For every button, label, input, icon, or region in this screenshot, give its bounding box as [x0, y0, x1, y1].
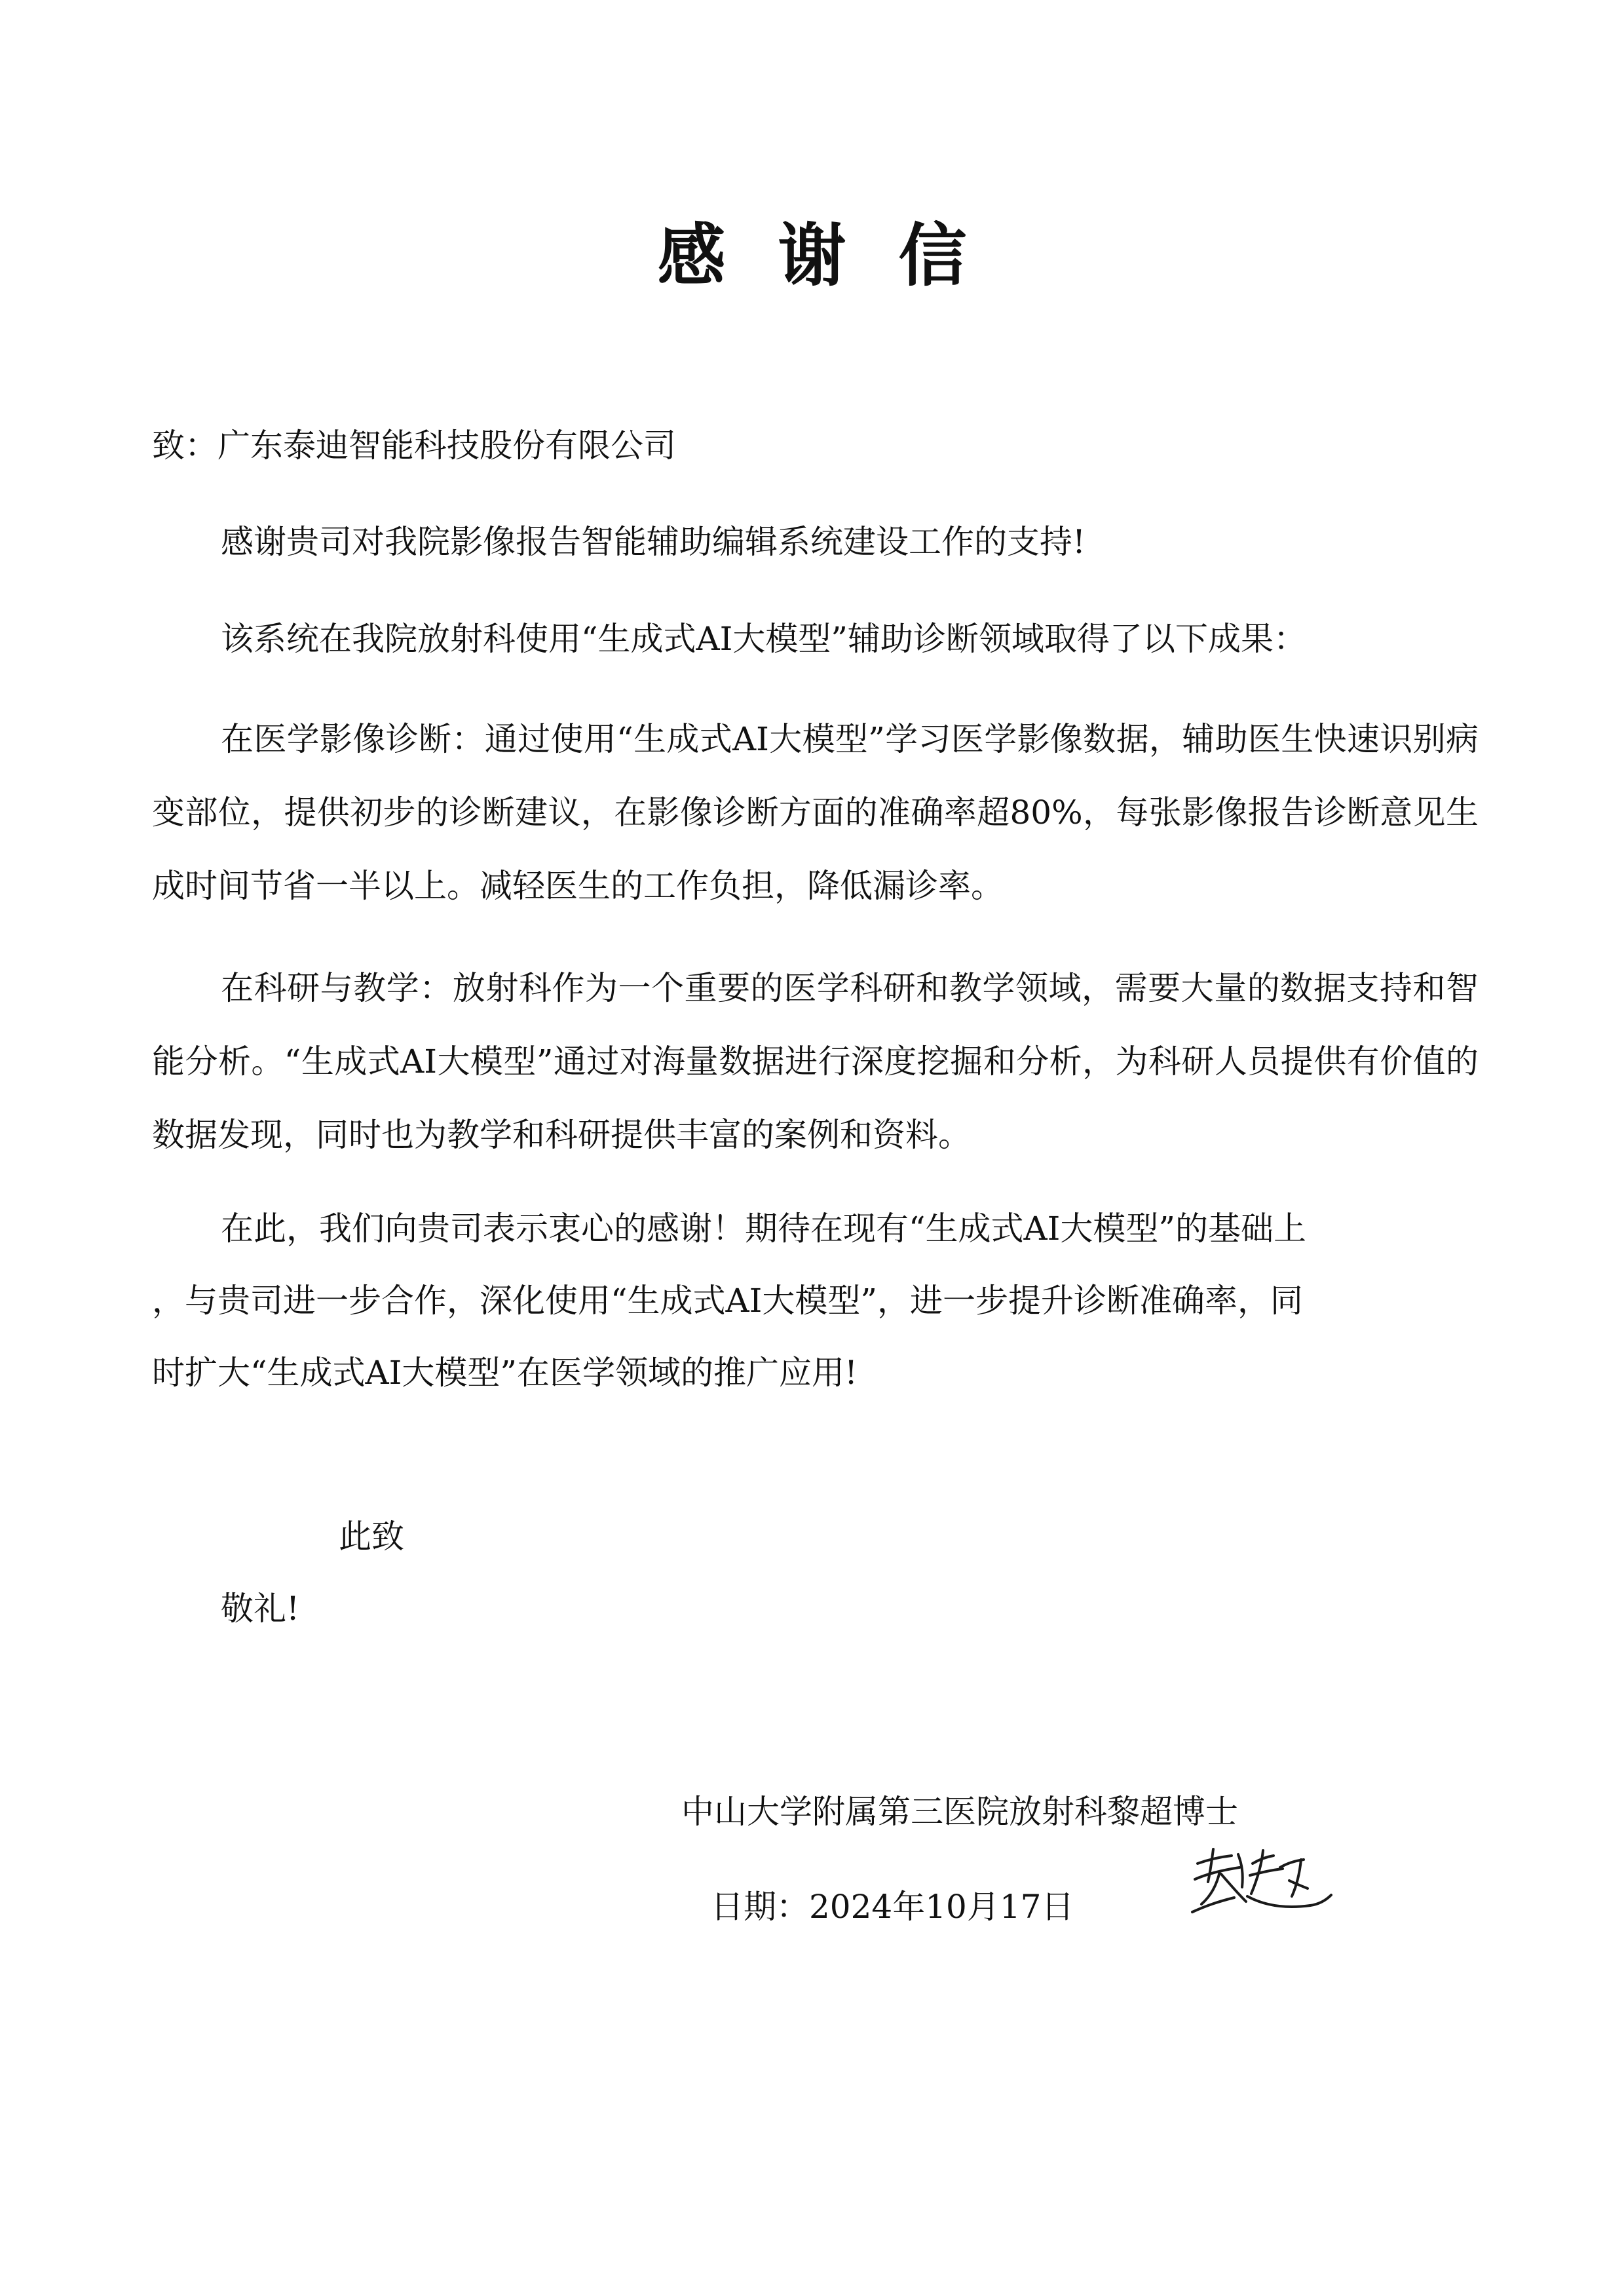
handwritten-signature: [1179, 1841, 1336, 1926]
paragraph-results-intro: 该系统在我院放射科使用“生成式AI大模型”辅助诊断领域取得了以下成果：: [221, 620, 1306, 658]
letter-date: 日期：2024年10月17日: [711, 1888, 1074, 1926]
signer-name: 中山大学附属第三医院放射科黎超博士: [681, 1793, 1238, 1831]
salutation: 致：广东泰迪智能科技股份有限公司: [152, 427, 676, 465]
letter-title: 感谢信: [657, 216, 1019, 296]
paragraph-medical-imaging: 在医学影像诊断：通过使用“生成式AI大模型”学习医学影像数据，辅助医生快速识别病变部位，提供初步的诊断建议，在影像诊断方面的准确率超80%，每张影像报告诊断意见生成时间节省一半以上。减轻医生的工作负担，降低漏诊率。: [152, 720, 1479, 905]
paragraph-closing-line-3: 时扩大“生成式AI大模型”在医学领域的推广应用!: [152, 1354, 858, 1392]
closing-phrase-2: 敬礼!: [221, 1590, 300, 1628]
paragraph-thanks: 感谢贵司对我院影像报告智能辅助编辑系统建设工作的支持!: [221, 523, 1086, 561]
paragraph-research-teaching: 在科研与教学：放射科作为一个重要的医学科研和教学领域，需要大量的数据支持和智能分析。“生成式AI大模型”通过对海量数据进行深度挖掘和分析，为科研人员提供有价值的数据发现，同时也为教学和科研提供丰富的案例和资料。: [152, 969, 1479, 1154]
paragraph-closing-line-1: 在此，我们向贵司表示衷心的感谢！期待在现有“生成式AI大模型”的基础上: [221, 1210, 1306, 1248]
closing-phrase-1: 此致: [339, 1518, 404, 1556]
paragraph-closing-line-2: ，与贵司进一步合作，深化使用“生成式AI大模型”，进一步提升诊断准确率，同: [152, 1282, 1303, 1320]
